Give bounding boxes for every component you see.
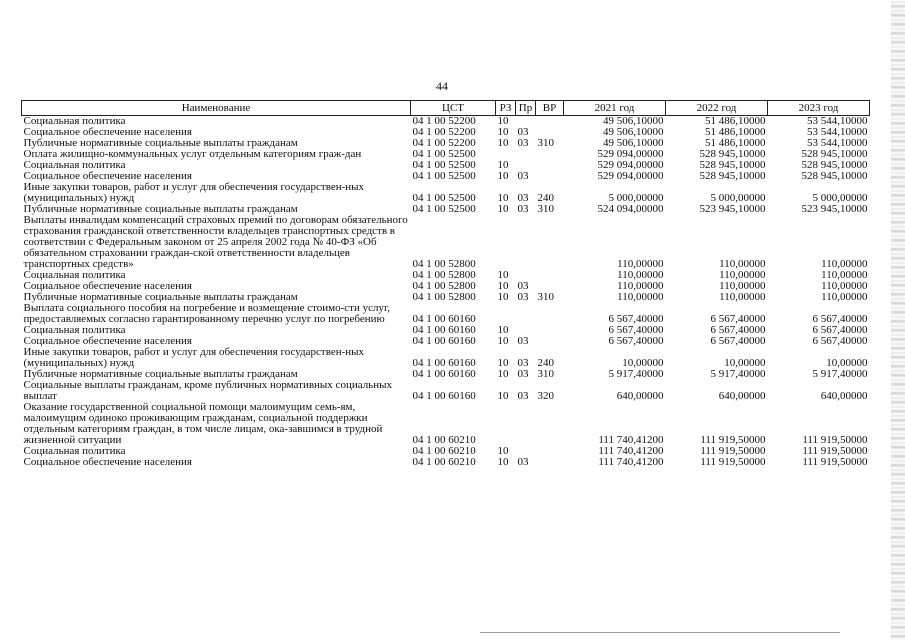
cell-cst: 04 1 00 52800 xyxy=(412,291,476,303)
cell-2023: 6 567,40000 xyxy=(812,335,868,347)
cell-2021: 6 567,40000 xyxy=(608,324,664,336)
cell-pr: 03 xyxy=(517,291,529,303)
cell-2021: 49 506,10000 xyxy=(603,126,664,138)
cell-cst: 04 1 00 60210 xyxy=(412,434,476,446)
cell-2022: 6 567,40000 xyxy=(710,335,766,347)
cell-pr xyxy=(516,149,536,160)
cell-2023: 110,00000 xyxy=(821,280,868,292)
cell-2023: 110,00000 xyxy=(821,269,868,281)
cell-name: Социальное обеспечение населения xyxy=(23,170,192,182)
cell-2023: 523 945,10000 xyxy=(801,203,868,215)
cell-vr xyxy=(536,171,564,182)
cell-2023: 640,00000 xyxy=(820,390,868,402)
cell-2022: 528 945,10000 xyxy=(699,159,766,171)
cell-2022: 110,00000 xyxy=(719,280,766,292)
cell-2023: 53 544,10000 xyxy=(807,126,868,138)
cell-cst: 04 1 00 52800 xyxy=(412,269,476,281)
cell-2022: 523 945,10000 xyxy=(699,203,766,215)
cell-pr: 03 xyxy=(517,137,529,149)
cell-2023: 6 567,40000 xyxy=(812,324,868,336)
table-row xyxy=(22,402,870,446)
cell-2021: 529 094,00000 xyxy=(597,148,664,160)
cell-2022: 111 919,50000 xyxy=(700,434,766,446)
cell-pr: 03 xyxy=(517,126,529,138)
cell-2021: 529 094,00000 xyxy=(597,159,664,171)
cell-name: Социальное обеспечение населения xyxy=(23,280,192,292)
cell-pr: 03 xyxy=(517,368,529,380)
cell-vr xyxy=(536,160,564,171)
cell-rz: 10 xyxy=(497,280,509,292)
cell-name: Выплаты инвалидам компенсаций страховых премий по договорам обязательного страхования гражданской ответственности владельцев транспортных средств в соответствии с Федеральным законом от 25 апреля 2002 года № 40-ФЗ «Об обязательном страховании граждан-ской ответственности владельцев транспортных средств» xyxy=(23,214,408,270)
cell-cst: 04 1 00 60160 xyxy=(412,335,476,347)
cell-name: Социальная политика xyxy=(23,159,126,171)
cell-name: Социальное обеспечение населения xyxy=(23,126,192,138)
cell-cst: 04 1 00 52500 xyxy=(412,203,476,215)
cell-name: Социальная политика xyxy=(23,115,126,127)
cell-2023: 111 919,50000 xyxy=(802,445,868,457)
cell-2022: 6 567,40000 xyxy=(710,313,766,325)
cell-cst: 04 1 00 60160 xyxy=(412,313,476,325)
cell-2021: 529 094,00000 xyxy=(597,170,664,182)
cell-cst: 04 1 00 52200 xyxy=(412,115,476,127)
cell-name: Публичные нормативные социальные выплаты гражданам xyxy=(23,368,298,380)
cell-2022: 528 945,10000 xyxy=(699,148,766,160)
page-number: 44 xyxy=(436,79,448,93)
cell-2021: 111 740,41200 xyxy=(598,434,664,446)
cell-name: Публичные нормативные социальные выплаты гражданам xyxy=(23,137,298,149)
table-row xyxy=(22,303,870,325)
cell-rz: 10 xyxy=(497,115,509,127)
cell-cst: 04 1 00 52800 xyxy=(412,280,476,292)
cell-pr: 03 xyxy=(517,170,529,182)
cell-rz: 10 xyxy=(497,291,509,303)
cell-cst: 04 1 00 60210 xyxy=(412,445,476,457)
cell-cst: 04 1 00 52500 xyxy=(412,192,476,204)
cell-vr xyxy=(536,270,564,281)
cell-name: Социальная политика xyxy=(23,445,126,457)
cell-2021: 111 740,41200 xyxy=(598,445,664,457)
cell-2023: 53 544,10000 xyxy=(807,137,868,149)
cell-vr xyxy=(536,116,564,128)
header-cst: ЦСТ xyxy=(411,101,496,116)
cell-2022: 110,00000 xyxy=(719,258,766,270)
cell-2023: 528 945,10000 xyxy=(801,159,868,171)
cell-2021: 110,00000 xyxy=(617,258,664,270)
cell-2021: 110,00000 xyxy=(617,269,664,281)
table-header xyxy=(22,101,870,116)
cell-2022: 5 000,00000 xyxy=(710,192,766,204)
cell-rz: 10 xyxy=(497,324,509,336)
cell-pr: 03 xyxy=(517,335,529,347)
cell-2023: 5 917,40000 xyxy=(812,368,868,380)
cell-vr xyxy=(536,402,564,446)
cell-2023: 6 567,40000 xyxy=(812,313,868,325)
cell-2022: 110,00000 xyxy=(719,291,766,303)
cell-rz: 10 xyxy=(497,137,509,149)
cell-vr: 310 xyxy=(537,137,554,149)
cell-pr xyxy=(516,303,536,325)
cell-2023: 53 544,10000 xyxy=(807,115,868,127)
cell-2022: 5 917,40000 xyxy=(710,368,766,380)
cell-vr xyxy=(536,303,564,325)
cell-name: Социальное обеспечение населения xyxy=(23,456,192,468)
cell-vr xyxy=(536,336,564,347)
header-vr: ВР xyxy=(536,101,564,116)
cell-name: Социальное обеспечение населения xyxy=(23,335,192,347)
header-2021: 2021 год xyxy=(564,101,666,116)
cell-rz: 10 xyxy=(497,368,509,380)
table-row xyxy=(22,457,870,468)
table-row xyxy=(22,215,870,270)
cell-cst: 04 1 00 60160 xyxy=(412,368,476,380)
cell-name: Социальные выплаты гражданам, кроме публичных нормативных социальных выплат xyxy=(23,379,392,402)
cell-pr: 03 xyxy=(517,203,529,215)
budget-table xyxy=(21,100,870,468)
cell-cst: 04 1 00 52500 xyxy=(412,170,476,182)
cell-vr: 240 xyxy=(537,357,554,369)
table-row xyxy=(22,347,870,369)
cell-2021: 10,00000 xyxy=(622,357,664,369)
cell-2023: 528 945,10000 xyxy=(801,148,868,160)
cell-cst: 04 1 00 60160 xyxy=(412,390,476,402)
cell-rz: 10 xyxy=(497,445,509,457)
cell-2021: 110,00000 xyxy=(617,280,664,292)
cell-rz: 10 xyxy=(497,203,509,215)
cell-rz: 10 xyxy=(497,335,509,347)
cell-pr: 03 xyxy=(517,357,529,369)
cell-cst: 04 1 00 60210 xyxy=(412,456,476,468)
cell-2021: 49 506,10000 xyxy=(603,137,664,149)
cell-2023: 110,00000 xyxy=(821,258,868,270)
cell-2023: 111 919,50000 xyxy=(802,456,868,468)
cell-cst: 04 1 00 60160 xyxy=(412,357,476,369)
cell-2022: 10,00000 xyxy=(724,357,766,369)
scan-bottom-line xyxy=(480,632,840,633)
cell-name: Социальная политика xyxy=(23,269,126,281)
header-2022: 2022 год xyxy=(666,101,768,116)
cell-rz xyxy=(496,303,516,325)
cell-vr xyxy=(536,457,564,468)
cell-name: Публичные нормативные социальные выплаты гражданам xyxy=(23,203,298,215)
cell-name: Иные закупки товаров, работ и услуг для обеспечения государствен-ных (муниципальных) нужд xyxy=(23,181,365,204)
cell-2021: 640,00000 xyxy=(616,390,664,402)
cell-name: Публичные нормативные социальные выплаты гражданам xyxy=(23,291,298,303)
cell-2023: 110,00000 xyxy=(821,291,868,303)
cell-vr: 320 xyxy=(537,390,554,402)
cell-cst: 04 1 00 52200 xyxy=(412,137,476,149)
cell-2022: 51 486,10000 xyxy=(705,126,766,138)
cell-pr: 03 xyxy=(517,456,529,468)
cell-2022: 6 567,40000 xyxy=(710,324,766,336)
cell-2021: 524 094,00000 xyxy=(597,203,664,215)
cell-name: Оказание государственной социальной помощи малоимущим семь-ям, малоимущим одиноко проживающим гражданам, социальной поддержки отдельным категориям граждан, в том числе лицам, ока-завшимся в трудной жизненной ситуации xyxy=(23,401,383,446)
cell-2021: 6 567,40000 xyxy=(608,313,664,325)
cell-vr: 240 xyxy=(537,192,554,204)
cell-rz: 10 xyxy=(497,192,509,204)
cell-name: Выплата социального пособия на погребение и возмещение стоимо-сти услуг, предоставляемых согласно гарантированному перечню услуг по погребению xyxy=(23,302,390,325)
cell-pr xyxy=(516,402,536,446)
cell-rz xyxy=(496,402,516,446)
table-row xyxy=(22,182,870,204)
header-name: Наименование xyxy=(22,101,411,116)
header-2023: 2023 год xyxy=(768,101,870,116)
cell-rz: 10 xyxy=(497,170,509,182)
cell-rz: 10 xyxy=(497,456,509,468)
cell-vr xyxy=(536,149,564,160)
cell-vr xyxy=(536,446,564,457)
cell-cst: 04 1 00 52500 xyxy=(412,148,476,160)
header-pr: Пр xyxy=(516,101,536,116)
cell-vr: 310 xyxy=(537,368,554,380)
cell-2021: 5 000,00000 xyxy=(608,192,664,204)
cell-rz xyxy=(496,215,516,270)
cell-vr xyxy=(536,215,564,270)
cell-name: Оплата жилищно-коммунальных услуг отдельным категориям граж-дан xyxy=(23,148,362,160)
cell-2022: 111 919,50000 xyxy=(700,445,766,457)
cell-2023: 10,00000 xyxy=(826,357,868,369)
cell-2022: 528 945,10000 xyxy=(699,170,766,182)
cell-2022: 51 486,10000 xyxy=(705,115,766,127)
header-rz: РЗ xyxy=(496,101,516,116)
cell-2021: 49 506,10000 xyxy=(603,115,664,127)
cell-rz: 10 xyxy=(497,390,509,402)
cell-cst: 04 1 00 52200 xyxy=(412,126,476,138)
cell-vr: 310 xyxy=(537,203,554,215)
cell-cst: 04 1 00 60160 xyxy=(412,324,476,336)
cell-2022: 640,00000 xyxy=(718,390,766,402)
cell-rz: 10 xyxy=(497,357,509,369)
cell-vr: 310 xyxy=(537,291,554,303)
cell-cst: 04 1 00 52800 xyxy=(412,258,476,270)
cell-rz: 10 xyxy=(497,126,509,138)
cell-2022: 51 486,10000 xyxy=(705,137,766,149)
cell-pr xyxy=(516,215,536,270)
cell-2023: 528 945,10000 xyxy=(801,170,868,182)
cell-2021: 6 567,40000 xyxy=(608,335,664,347)
cell-cst: 04 1 00 52500 xyxy=(412,159,476,171)
cell-2022: 110,00000 xyxy=(719,269,766,281)
cell-name: Иные закупки товаров, работ и услуг для обеспечения государствен-ных (муниципальных) нужд xyxy=(23,346,365,369)
cell-2021: 111 740,41200 xyxy=(598,456,664,468)
cell-pr: 03 xyxy=(517,192,529,204)
cell-pr: 03 xyxy=(517,280,529,292)
cell-2023: 111 919,50000 xyxy=(802,434,868,446)
cell-name: Социальная политика xyxy=(23,324,126,336)
table-body xyxy=(22,116,870,469)
cell-2022: 111 919,50000 xyxy=(700,456,766,468)
cell-2021: 5 917,40000 xyxy=(608,368,664,380)
cell-vr xyxy=(536,325,564,336)
cell-2023: 5 000,00000 xyxy=(812,192,868,204)
table-row xyxy=(22,380,870,402)
cell-2021: 110,00000 xyxy=(617,291,664,303)
cell-rz: 10 xyxy=(497,159,509,171)
cell-rz: 10 xyxy=(497,269,509,281)
cell-pr: 03 xyxy=(517,390,529,402)
scan-edge-artifact xyxy=(891,0,905,640)
